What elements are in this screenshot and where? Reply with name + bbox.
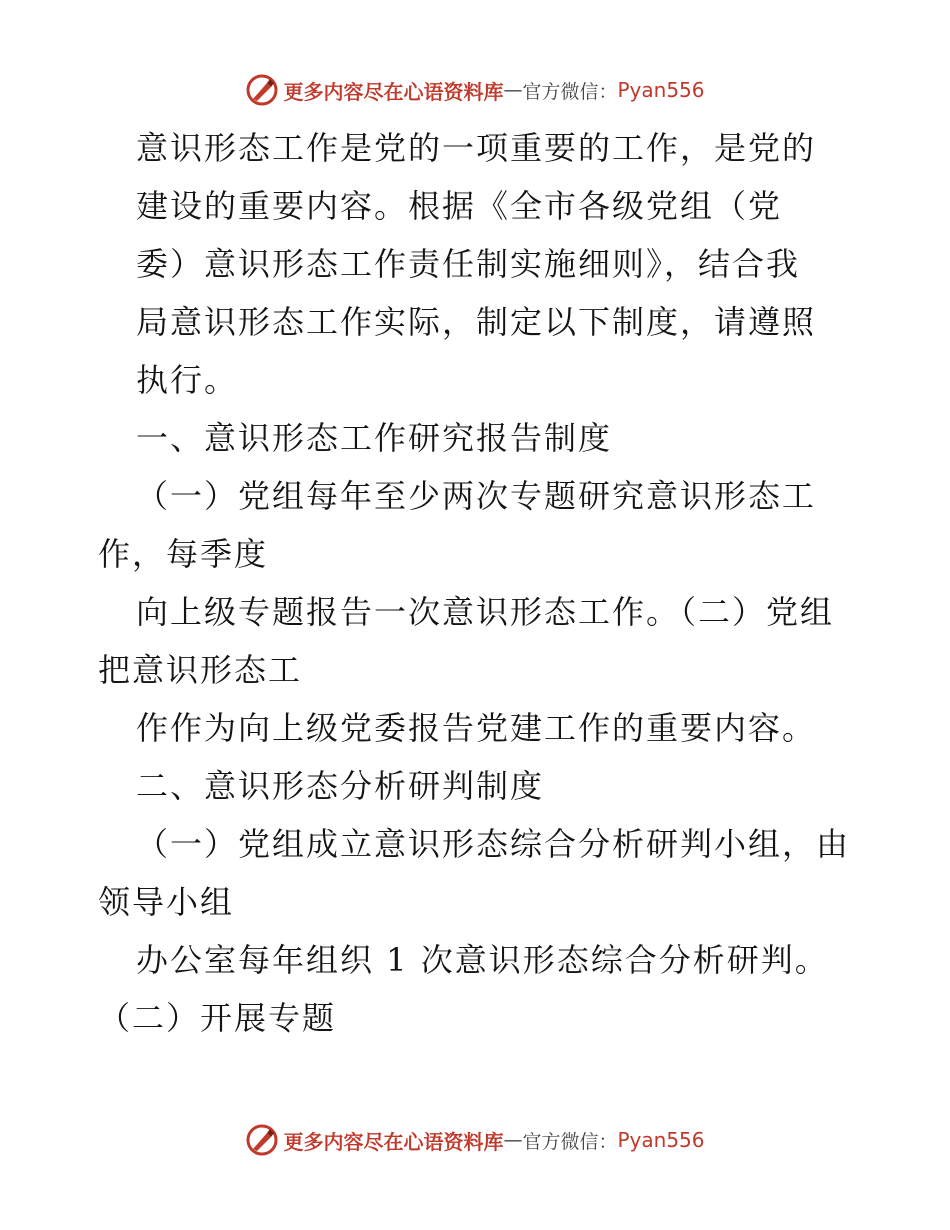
body-line: 委）意识形态工作责任制实施细则》，结合我	[136, 245, 801, 283]
body-line: 向上级专题报告一次意识形态工作。（二）党组	[136, 593, 835, 631]
body-line: 建设的重要内容。根据《全市各级党组（党	[136, 187, 783, 225]
body-line: 执行。	[136, 361, 239, 399]
section-heading: 二、意识形态分析研判制度	[136, 767, 545, 805]
watermark-separator: —	[503, 1129, 523, 1151]
watermark-contact: 官方微信：	[522, 80, 618, 103]
section-heading: 一、意识形态工作研究报告制度	[136, 419, 613, 457]
pen-logo-icon	[245, 73, 279, 107]
body-line: （一）党组每年至少两次专题研究意识形态工	[136, 477, 817, 515]
watermark-brand: 更多内容尽在心语资料库	[283, 79, 504, 104]
body-line: 作，每季度	[98, 535, 269, 573]
body-line: 办公室每年组织 1 次意识形态综合分析研判。	[136, 941, 829, 979]
body-line: 局意识形态工作实际，制定以下制度，请遵照	[136, 303, 817, 341]
body-line: （一）党组成立意识形态综合分析研判小组，由	[136, 825, 851, 863]
body-line: 把意识形态工	[98, 651, 303, 689]
body-line: （二）开展专题	[98, 999, 337, 1037]
watermark-contact: 官方微信：	[522, 1130, 618, 1153]
watermark-brand: 更多内容尽在心语资料库	[283, 1129, 504, 1154]
watermark-wechat-id: Pyan556	[617, 78, 705, 102]
footer-watermark	[0, 1120, 950, 1160]
watermark-separator: —	[503, 79, 523, 101]
body-line: 意识形态工作是党的一项重要的工作，是党的	[136, 129, 817, 167]
watermark-wechat-id: Pyan556	[617, 1128, 705, 1152]
body-line: 作作为向上级党委报告党建工作的重要内容。	[136, 709, 817, 747]
body-line: 领导小组	[98, 883, 235, 921]
header-watermark	[0, 70, 950, 110]
pen-logo-icon	[245, 1123, 279, 1157]
